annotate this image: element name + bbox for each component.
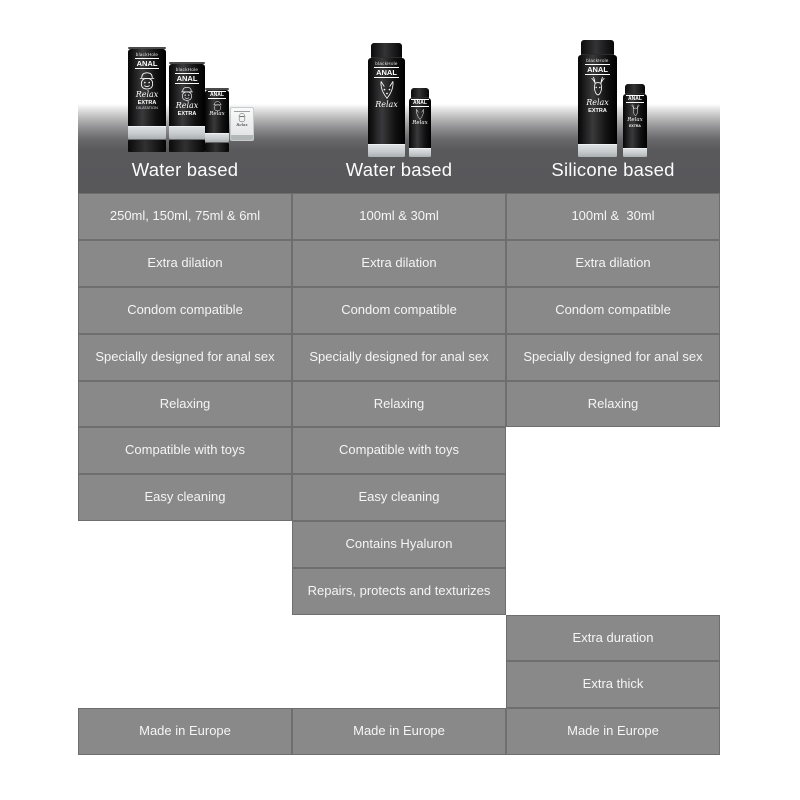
feature-cell: 100ml & 30ml — [506, 193, 720, 240]
range-text: ANAL — [210, 91, 224, 98]
feature-cell: Extra duration — [506, 615, 720, 662]
feature-cell: Contains Hyaluron — [292, 521, 506, 568]
bottle-cap — [371, 43, 402, 58]
dilatation-text: DILATATION — [136, 104, 158, 110]
tube-250ml — [128, 47, 166, 152]
label-info-panel — [128, 126, 166, 139]
feature-cell: Extra dilation — [292, 240, 506, 287]
brand-text: blackHole — [175, 67, 199, 72]
deer-icon — [588, 76, 608, 99]
label-info-panel — [169, 126, 205, 139]
range-text: ANAL — [587, 64, 608, 74]
feature-cell: Extra thick — [506, 661, 720, 708]
feature-cell: Specially designed for anal sex — [78, 334, 292, 381]
feature-cell: Specially designed for anal sex — [292, 334, 506, 381]
feature-cell: Condom compatible — [292, 287, 506, 334]
extra-text: EXTRA — [629, 123, 641, 128]
feature-cell: Condom compatible — [506, 287, 720, 334]
feature-cell: Made in Europe — [78, 708, 292, 755]
feature-cell: Made in Europe — [506, 708, 720, 755]
range-text: ANAL — [136, 58, 158, 68]
feature-cell: Extra dilation — [506, 240, 720, 287]
script-text: Relax — [586, 97, 609, 107]
tube-label — [205, 90, 229, 142]
feature-cell: Repairs, protects and texturizes — [292, 568, 506, 615]
bottle-cap — [625, 84, 645, 94]
feature-cell: Compatible with toys — [292, 427, 506, 474]
brand-text: blackHole — [586, 58, 609, 63]
feature-cell: Relaxing — [506, 381, 720, 428]
script-text: Relax — [627, 117, 643, 123]
extra-text: EXTRA — [588, 107, 607, 114]
range-text: ANAL — [376, 67, 397, 77]
extra-text: EXTRA — [137, 99, 157, 106]
tube-150ml — [169, 62, 205, 152]
gorilla-icon — [137, 70, 157, 91]
range-text: ANAL — [413, 99, 427, 106]
feature-cell: Compatible with toys — [78, 427, 292, 474]
brand-text: blackHole — [135, 52, 159, 57]
deer-icon — [629, 104, 642, 118]
script-text: Relax — [375, 99, 398, 109]
script-text: Relax — [236, 122, 248, 127]
feature-cell: 250ml, 150ml, 75ml & 6ml — [78, 193, 292, 240]
sachet-strip — [231, 135, 253, 140]
column-header-silicone-based: Silicone based — [551, 159, 675, 180]
bottle-label — [578, 55, 617, 157]
bottle-cap — [581, 40, 614, 55]
script-text: Relax — [412, 120, 428, 126]
range-text: ANAL — [176, 73, 198, 83]
feature-cell: Extra dilation — [78, 240, 292, 287]
bottle-label — [368, 58, 405, 157]
feature-cell: Made in Europe — [292, 708, 506, 755]
tube-label — [128, 49, 166, 139]
range-text: ANAL — [628, 95, 642, 102]
feature-cell: Easy cleaning — [292, 474, 506, 521]
tube-label — [169, 64, 205, 139]
feature-cell: Easy cleaning — [78, 474, 292, 521]
feature-cell: Specially designed for anal sex — [506, 334, 720, 381]
extra-text: EXTRA — [177, 110, 197, 117]
brand-text: blackHole — [375, 61, 398, 66]
feature-cell: Relaxing — [78, 381, 292, 428]
feature-cell: Condom compatible — [78, 287, 292, 334]
bottle-100ml-water — [368, 43, 405, 157]
gorilla-icon — [179, 85, 195, 102]
label-info-panel — [205, 133, 229, 142]
bottle-100ml-silicone — [578, 40, 617, 157]
column-header-water-based-bottles: Water based — [345, 159, 453, 180]
tube-75ml — [205, 88, 229, 152]
bottle-cap — [411, 88, 429, 98]
script-text: Relax — [175, 100, 199, 110]
wolf-icon — [377, 79, 397, 101]
script-text: Relax — [135, 89, 159, 99]
feature-cell: 100ml & 30ml — [292, 193, 506, 240]
feature-cell: Relaxing — [292, 381, 506, 428]
column-header-water-based-tubes: Water based — [131, 159, 239, 180]
script-text: Relax — [209, 111, 225, 117]
sachet-6ml — [230, 107, 254, 141]
